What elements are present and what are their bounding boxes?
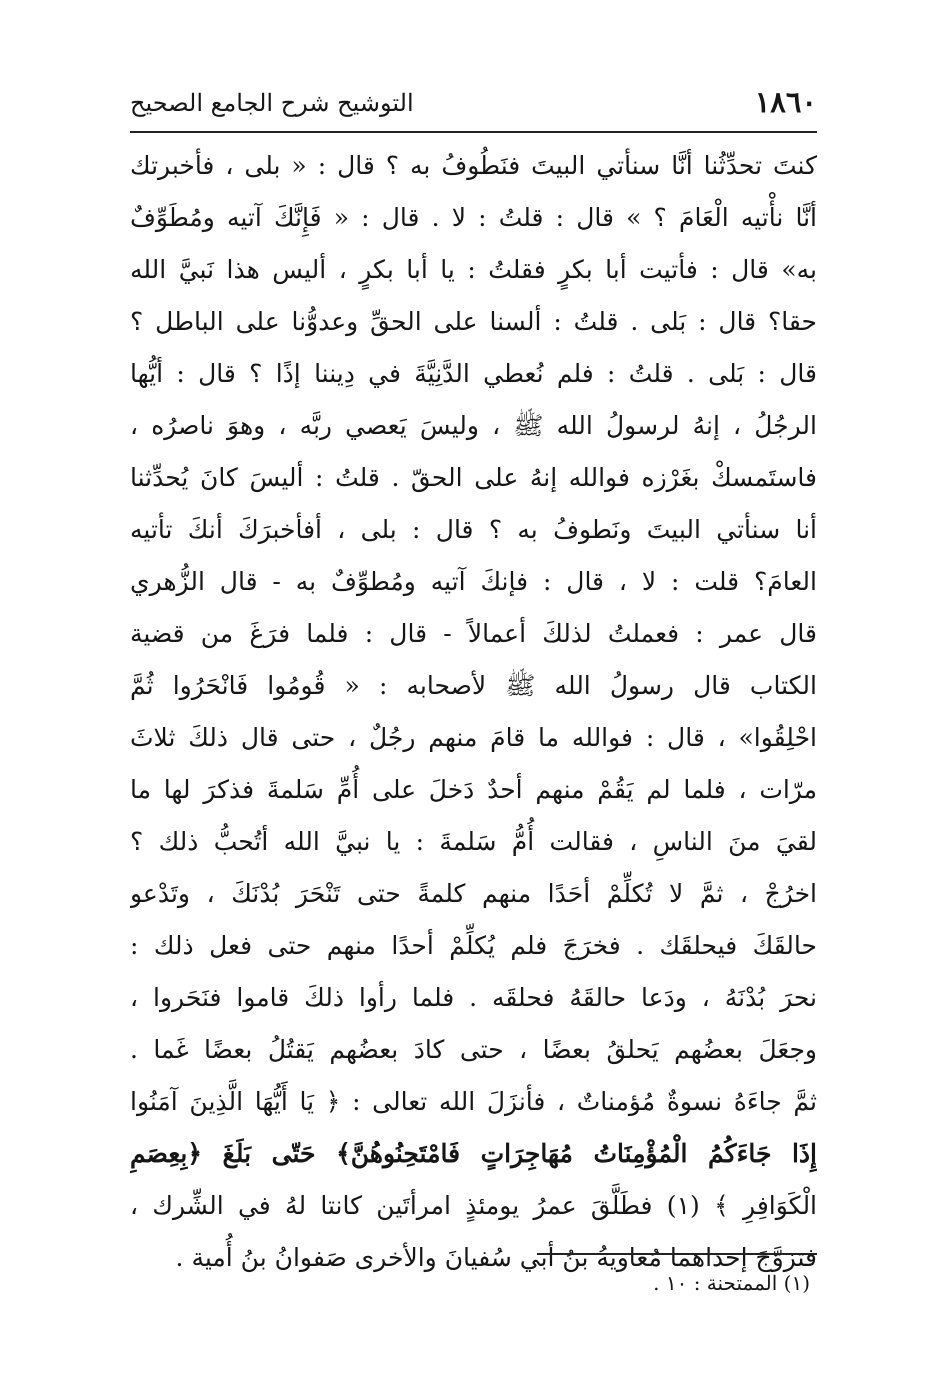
text-line: قال عمر : فعملتُ لذلكَ أعمالاً - قال : فلما فرَغَ من قضية [130,619,817,648]
running-title: التوشيح شرح الجامع الصحيح [130,89,414,117]
text-line: العامَ؟ قلت : لا ، قال : فإنكَ آتيه ومُطوِّفٌ به - قال الزُّهري [130,567,817,596]
text-line: لقيَ منَ الناسِ ، فقالت أُمُّ سَلمةَ : يا نبيَّ الله أتُحبُّ ذلك ؟ [130,827,817,856]
text-line: كنتَ تحدِّثُنا أنَّا سنأتي البيتَ فنَطُوفُ به ؟ قال : « بلى ، فأخبرتك [130,151,817,180]
text-line: أنَّا نأْتيه الْعَامَ ؟ » قال : قلتُ : لا . قال : « فَإِنَّكَ آتيه ومُطَوِّفٌ [130,203,817,232]
text-line: به» قال : فأتيت أبا بكرٍ فقلتُ : يا أبا بكرٍ ، أليس هذا نَبيَّ الله [130,255,817,284]
text-line: اخرُجْ ، ثمَّ لا تُكلِّمْ أحَدًا منهم كلمةً حتى تَنْحَرَ بُدْنَكَ ، وتَدْعو [130,879,817,908]
footnote-divider [537,1253,817,1255]
text-line: حقا؟ قال : بَلى . قلتُ : ألسنا على الحقِّ وعدوُّنا على الباطل ؟ [130,307,817,336]
main-text [130,140,817,1284]
quran-verse-line: الْكَوَافِرِ ﴾ (١) فطَلَّقَ عمرُ يومئذٍ امرأتَين كانتا لهُ في الشِّرك ، [130,1191,817,1220]
text-line: فتزوَّجَ إحداهما مُعاويةُ بنُ أبي سُفيانَ والأخرى صَفوانُ بنُ أُمية . [175,1243,817,1272]
header-divider [130,131,817,133]
text-line: أنا سنأتي البيتَ ونَطوفُ به ؟ قال : بلى ، أفأخبرَكَ أنكَ تأتيه [130,515,817,544]
text-line: حالقَكَ فيحلقَك . فخرَجَ فلم يُكلِّمْ أحدًا منهم حتى فعل ذلك : [130,931,817,960]
text-line: مرّات ، فلما لم يَقُمْ منهم أحدٌ دَخلَ على أُمِّ سَلمةَ فذكرَ لها ما [130,775,817,804]
quran-verse-line: ثمَّ جاءَهُ نسوةٌ مُؤمناتٌ ، فأنزَلَ الله تعالى : ﴿ يَا أَيُّهَا الَّذِينَ آمَنُوا [130,1087,817,1116]
text-line: نحرَ بُدْنَهُ ، ودَعا حالقَهُ فحلقَه . فلما رأوا ذلكَ قاموا فنَحَروا ، [130,983,817,1012]
page-number: ١٨٦٠ [754,85,817,119]
text-line: وجعَلَ بعضُهم يَحلقُ بعضًا ، حتى كادَ بعضُهم يَقتُلُ بعضًا غَما . [130,1035,817,1064]
text-line: فاستَمسكْ بغَرْزه فوالله إنهُ على الحقّ . قلتُ : أليسَ كانَ يُحدِّثنا [130,463,817,492]
text-line: الكتاب قال رسولُ الله ﷺ لأصحابه : « قُومُوا فَانْحَرُوا ثُمَّ [130,671,817,700]
page-header [130,82,817,128]
text-line: قال : بَلى . قلتُ : فلم نُعطي الدَّنِيَّةَ في دِيننا إذًا ؟ قال : أيُّها [130,359,817,388]
quran-verse-line: إِذَا جَاءَكُمُ الْمُؤْمِنَاتُ مُهَاجِرَاتٍ فَامْتَحِنُوهُنَّ﴾ حَتّى بَلَغَ ﴿بِعِصَمِ [130,1139,817,1168]
text-line: احْلِقُوا» ، قال : فوالله ما قامَ منهم رجُلٌ ، حتى قال ذلكَ ثلاثَ [130,723,817,752]
text-line: الرجُلُ ، إنهُ لرسولُ الله ﷺ ، وليسَ يَعصي ربَّه ، وهوَ ناصرُه ، [130,411,817,440]
footnote: (١) الممتحنة : ١٠ . [653,1271,810,1295]
